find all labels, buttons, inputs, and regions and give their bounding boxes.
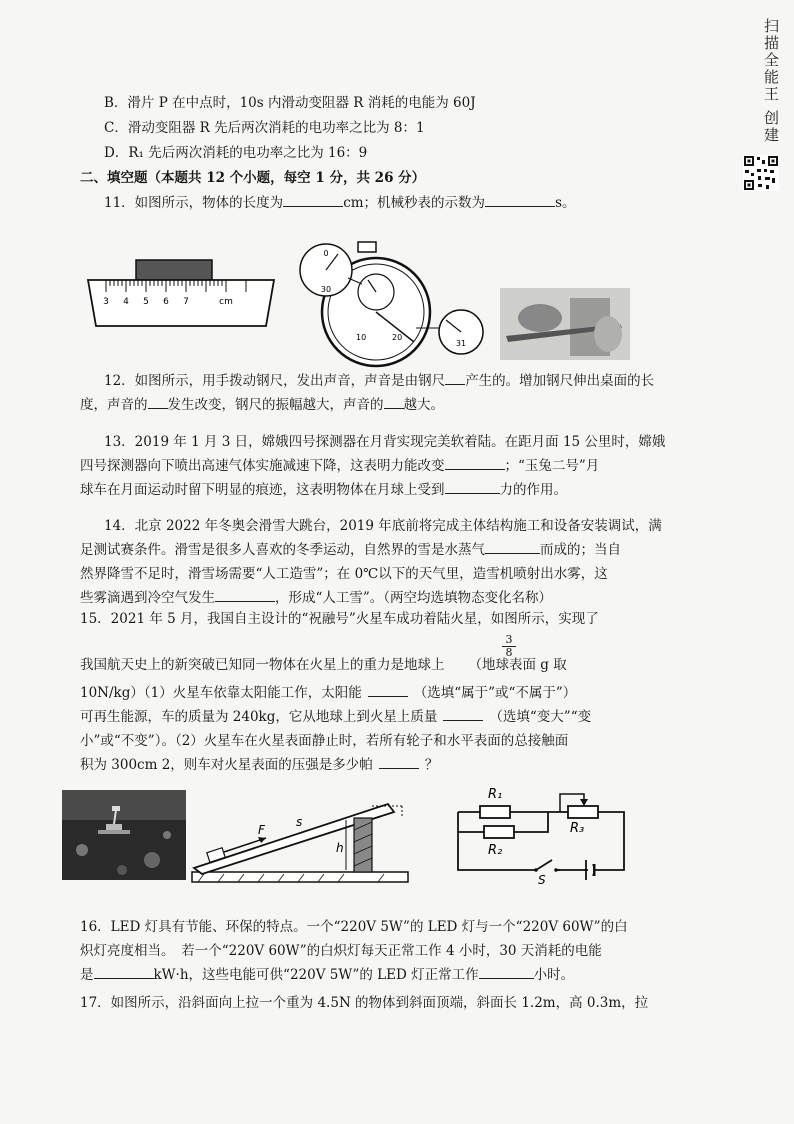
answer-blank bbox=[445, 372, 465, 385]
svg-text:31: 31 bbox=[455, 339, 467, 348]
question-15-line-3: 10N/kg）（1）火星车依靠太阳能工作，太阳能 （选填“属于”或“不属于”） bbox=[80, 685, 577, 701]
question-13-line-2: 四号探测器向下喷出高速气体实施减速下降，这表明力能改变 ；“玉兔二号”月 bbox=[80, 458, 600, 474]
ruler-tick-label: 7 bbox=[183, 297, 189, 307]
svg-text:10: 10 bbox=[356, 333, 367, 342]
incline-figure bbox=[188, 782, 412, 886]
ruler-tick-label: 4 bbox=[123, 297, 129, 307]
question-12-line-2: 度，声音的 发生改变，钢尺的振幅越大，声音的 越大。 bbox=[80, 397, 444, 413]
answer-blank bbox=[445, 457, 505, 470]
question-15-line-5: 小”或“不变”）。（2）火星车在火星表面静止时，若所有轮子和水平表面的总接触面 bbox=[80, 733, 569, 749]
fraction-three-eighths: $\frac{3}{8}$ bbox=[502, 634, 516, 659]
length-label: s bbox=[296, 815, 303, 829]
force-label: F bbox=[258, 823, 265, 837]
qr-code-icon bbox=[743, 155, 779, 191]
question-11: 11．如图所示，物体的长度为 cm；机械秒表的示数为 s。 bbox=[104, 195, 576, 211]
ruler-tick-label: 6 bbox=[163, 297, 169, 307]
ruler-figure bbox=[86, 258, 276, 330]
question-12-line-1: 12．如图所示，用手拨动钢尺，发出声音，声音是由钢尺 产生的。增加钢尺伸出桌面的长 bbox=[104, 373, 655, 389]
question-13-line-3: 球车在月面运动时留下明显的痕迹，这表明物体在月球上受到 力的作用。 bbox=[80, 482, 567, 498]
question-15-line-4: 可再生能源，车的质量为 240kg，它从地球上到火星上质量 （选填“变大”“变 bbox=[80, 709, 592, 725]
ruler-unit-label: cm bbox=[219, 297, 233, 307]
answer-blank bbox=[283, 194, 343, 207]
scanner-watermark: 扫描全能王 创建 bbox=[762, 18, 780, 144]
q10-option-c: C．滑动变阻器 R 先后两次消耗的电功率之比为 8：1 bbox=[104, 120, 425, 136]
question-16-line-1: 16．LED 灯具有节能、环保的特点。一个“220V 5W”的 LED 灯与一个“220V 60W”的白 bbox=[80, 919, 628, 935]
question-17-line-1: 17．如图所示，沿斜面向上拉一个重为 4.5N 的物体到斜面顶端，斜面长 1.2m，高 0.3m，拉 bbox=[80, 995, 649, 1011]
rheostat-r3 bbox=[568, 806, 598, 818]
answer-blank bbox=[215, 589, 275, 602]
stopwatch-figure bbox=[296, 240, 486, 370]
q10-option-b: B．滑片 P 在中点时，10s 内滑动变阻器 R 消耗的电能为 60J bbox=[104, 95, 476, 111]
svg-text:30: 30 bbox=[320, 285, 332, 294]
r2-label: R₂ bbox=[488, 843, 503, 858]
answer-blank bbox=[485, 541, 540, 554]
measured-block bbox=[136, 260, 212, 280]
ruler-tick-label: 3 bbox=[103, 297, 109, 307]
svg-text:20: 20 bbox=[392, 333, 403, 342]
section-heading-fill-blank: 二、填空题（本题共 12 个小题，每空 1 分，共 26 分） bbox=[80, 170, 426, 186]
answer-blank bbox=[384, 396, 404, 409]
question-14-line-3: 然界降雪不足时，滑雪场需要“人工造雪”；在 0℃以下的天气里，造雪机喷射出水雾，这 bbox=[80, 566, 608, 582]
answer-blank bbox=[368, 684, 408, 697]
ruler-tick-label: 5 bbox=[143, 297, 149, 307]
answer-blank bbox=[379, 756, 419, 769]
answer-blank bbox=[479, 966, 534, 979]
question-15-line-2: 我国航天史上的新突破已知同一物体在火星上的重力是地球上 （地球表面 g 取 bbox=[80, 657, 567, 673]
question-14-line-4: 些雾滴遇到冷空气发生 ，形成“人工雪”。（两空均选填物态变化名称） bbox=[80, 590, 553, 606]
question-15-line-6: 积为 300cm 2，则车对火星表面的压强是多少帕 ？ bbox=[80, 757, 439, 773]
switch-label: S bbox=[538, 873, 546, 886]
r1-label: R₁ bbox=[488, 787, 503, 802]
answer-blank bbox=[148, 396, 168, 409]
steel-ruler-photo bbox=[500, 288, 630, 360]
question-16-line-2: 炽灯亮度相当。 若一个“220V 60W”的白炽灯每天正常工作 4 小时，30 天消耗的电能 bbox=[80, 943, 602, 959]
q10-option-d: D．R₁ 先后两次消耗的电功率之比为 16：9 bbox=[104, 145, 368, 161]
circuit-diagram bbox=[448, 778, 628, 886]
r3-label: R₃ bbox=[570, 821, 585, 836]
answer-blank bbox=[485, 194, 555, 207]
question-16-line-3: 是 kW·h，这些电能可供“220V 5W”的 LED 灯正常工作 小时。 bbox=[80, 967, 575, 983]
answer-blank bbox=[445, 481, 500, 494]
answer-blank bbox=[443, 708, 483, 721]
height-label: h bbox=[336, 841, 344, 855]
answer-blank bbox=[94, 966, 154, 979]
svg-text:0: 0 bbox=[323, 249, 329, 258]
resistor-r1 bbox=[480, 806, 510, 818]
question-14-line-2: 足测试赛条件。滑雪是很多人喜欢的冬季运动，自然界的雪是水蒸气 而成的；当自 bbox=[80, 542, 621, 558]
question-14-line-1: 14．北京 2022 年冬奥会滑雪大跳台，2019 年底前将完成主体结构施工和设备安装调试，满 bbox=[104, 518, 662, 534]
resistor-r2 bbox=[484, 826, 514, 838]
switch bbox=[536, 860, 552, 870]
question-15-line-1: 15．2021 年 5 月，我国自主设计的“祝融号”火星车成功着陆火星，如图所示，实现了 bbox=[80, 611, 599, 627]
question-13-line-1: 13．2019 年 1 月 3 日，嫦娥四号探测器在月背实现完美软着陆。在距月面 15 公里时，嫦娥 bbox=[104, 434, 666, 450]
mars-rover-photo bbox=[62, 790, 186, 880]
